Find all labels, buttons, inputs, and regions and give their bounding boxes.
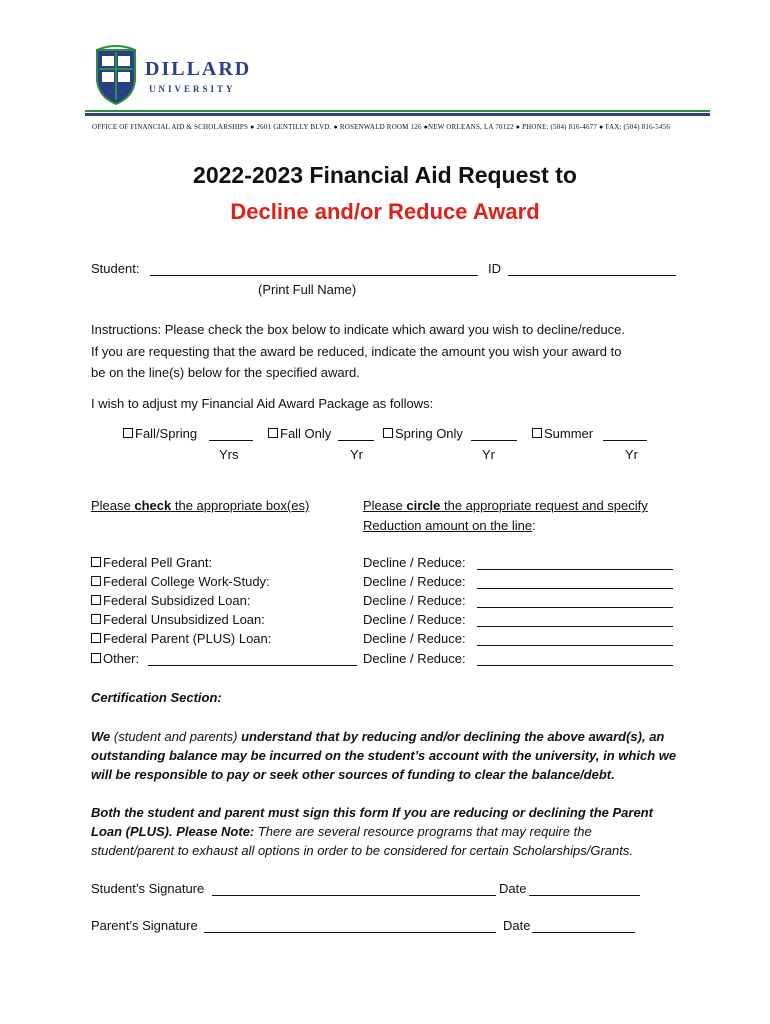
term-sub-yrs: Yrs	[219, 447, 239, 462]
certification-p2-line3: student/parent to exhaust all options in order to be considered for certain Scholarships/Grants.	[91, 843, 633, 858]
award-item-plus[interactable]	[91, 631, 271, 646]
term-spring-only-line[interactable]	[471, 440, 517, 441]
heading-bold: circle	[406, 498, 441, 513]
award-item-work-study[interactable]	[91, 574, 270, 589]
checkbox-icon[interactable]	[91, 557, 101, 567]
decline-reduce-label: Decline / Reduce:	[363, 651, 466, 666]
logo-name: DILLARD	[145, 58, 252, 80]
heading-text: Please	[363, 498, 407, 513]
award-label: Federal Parent (PLUS) Loan:	[103, 631, 272, 646]
cert-text: (student and parents)	[110, 729, 242, 744]
student-date-label: Date	[499, 881, 527, 896]
university-logo	[93, 44, 252, 108]
heading-text: the appropriate box(es)	[171, 498, 310, 513]
parent-signature-field[interactable]	[204, 932, 496, 933]
decline-reduce-label: Decline / Reduce:	[363, 612, 466, 627]
decline-amount-field[interactable]	[477, 607, 673, 608]
term-fall-only[interactable]	[268, 426, 331, 441]
award-item-pell[interactable]	[91, 555, 212, 570]
term-fall-spring[interactable]	[123, 426, 197, 441]
term-spring-only[interactable]	[383, 426, 463, 441]
office-address-line: OFFICE OF FINANCIAL AID & SCHOLARSHIPS ● 2601 GENTILLY BLVD. ● ROSENWALD ROOM 126 ●NEW ORLEANS, LA 70122 ● PHONE: (504) 816-4677 ● FAX: (504) 816-5456	[92, 123, 671, 131]
heading-text: :	[532, 518, 536, 533]
logo-subtitle: UNIVERSITY	[149, 84, 236, 94]
award-item-subsidized[interactable]	[91, 593, 250, 608]
header-rule-green	[85, 110, 710, 112]
form-subtitle: Decline and/or Reduce Award	[230, 199, 540, 224]
cert-text: Loan (PLUS). Please Note:	[91, 824, 255, 839]
student-id-field[interactable]	[508, 275, 676, 276]
award-item-unsubsidized[interactable]	[91, 612, 265, 627]
parent-date-field[interactable]	[532, 932, 635, 933]
header-rule-blue	[85, 113, 710, 116]
term-label: Fall Only	[280, 426, 332, 441]
checkbox-icon[interactable]	[91, 653, 101, 663]
decline-reduce-label: Decline / Reduce:	[363, 555, 466, 570]
certification-p1-line1	[91, 729, 664, 744]
decline-amount-field[interactable]	[477, 569, 673, 570]
id-label: ID	[488, 261, 501, 276]
checkbox-icon[interactable]	[91, 633, 101, 643]
cert-text: There are several resource programs that may require the	[254, 824, 592, 839]
award-label: Other:	[103, 651, 140, 666]
term-sub-yr: Yr	[482, 447, 495, 462]
certification-p1-line2: outstanding balance may be incurred on the student’s account with the university, in which we	[91, 748, 677, 763]
decline-reduce-label: Decline / Reduce:	[363, 574, 466, 589]
term-summer-line[interactable]	[603, 440, 647, 441]
reduction-amount-heading	[363, 518, 536, 533]
cert-text: We	[91, 729, 111, 744]
form-title: 2022-2023 Financial Aid Request to	[193, 162, 577, 188]
checkbox-icon[interactable]	[532, 428, 542, 438]
heading-bold: check	[134, 498, 172, 513]
decline-amount-field[interactable]	[477, 588, 673, 589]
student-name-field[interactable]	[150, 275, 478, 276]
instructions-line-2: If you are requesting that the award be reduced, indicate the amount you wish your award to	[91, 344, 622, 359]
term-label: Spring Only	[395, 426, 463, 441]
term-fall-only-line[interactable]	[338, 440, 374, 441]
checkbox-icon[interactable]	[268, 428, 278, 438]
heading-text: the appropriate request and specify	[440, 498, 648, 513]
certification-p1-line3: will be responsible to pay or seek other sources of funding to clear the balance/debt.	[91, 767, 615, 782]
award-label: Federal Unsubsidized Loan:	[103, 612, 265, 627]
term-sub-yr: Yr	[625, 447, 638, 462]
circle-request-heading	[363, 498, 648, 513]
decline-reduce-label: Decline / Reduce:	[363, 631, 466, 646]
cert-text: understand that by reducing and/or declining the above award(s), an	[241, 729, 665, 744]
heading-text: Please	[91, 498, 135, 513]
checkbox-icon[interactable]	[91, 595, 101, 605]
student-signature-field[interactable]	[212, 895, 496, 896]
student-label: Student:	[91, 261, 140, 276]
award-label: Federal Pell Grant:	[103, 555, 213, 570]
instructions-line-3: be on the line(s) below for the specified award.	[91, 365, 360, 380]
print-name-note: (Print Full Name)	[258, 282, 357, 297]
term-summer[interactable]	[532, 426, 593, 441]
parent-date-label: Date	[503, 918, 531, 933]
certification-p2-line1: Both the student and parent must sign this form If you are reducing or declining the Parent	[91, 805, 653, 820]
certification-heading: Certification Section:	[91, 690, 222, 705]
university-crest-icon	[93, 44, 139, 106]
student-date-field[interactable]	[529, 895, 640, 896]
decline-amount-field[interactable]	[477, 626, 673, 627]
adjust-package-text: I wish to adjust my Financial Aid Award Package as follows:	[91, 396, 434, 411]
term-sub-yr: Yr	[350, 447, 363, 462]
instructions-line-1: Instructions: Please check the box below to indicate which award you wish to decline/reduce.	[91, 322, 626, 337]
certification-p2-line2	[91, 824, 592, 839]
award-label: Federal Subsidized Loan:	[103, 593, 251, 608]
award-label: Federal College Work-Study:	[103, 574, 270, 589]
checkbox-icon[interactable]	[123, 428, 133, 438]
checkbox-icon[interactable]	[91, 576, 101, 586]
heading-text: Reduction amount on the line	[363, 518, 533, 533]
checkbox-icon[interactable]	[383, 428, 393, 438]
other-award-field[interactable]	[148, 665, 357, 666]
parent-signature-label: Parent’s Signature	[91, 918, 198, 933]
decline-reduce-label: Decline / Reduce:	[363, 593, 466, 608]
term-fall-spring-line[interactable]	[209, 440, 253, 441]
term-label: Fall/Spring	[135, 426, 198, 441]
term-label: Summer	[544, 426, 594, 441]
decline-amount-field[interactable]	[477, 645, 673, 646]
award-item-other[interactable]	[91, 651, 139, 666]
decline-amount-field[interactable]	[477, 665, 673, 666]
checkbox-icon[interactable]	[91, 614, 101, 624]
student-signature-label: Student’s Signature	[91, 881, 205, 896]
check-boxes-heading	[91, 498, 309, 513]
